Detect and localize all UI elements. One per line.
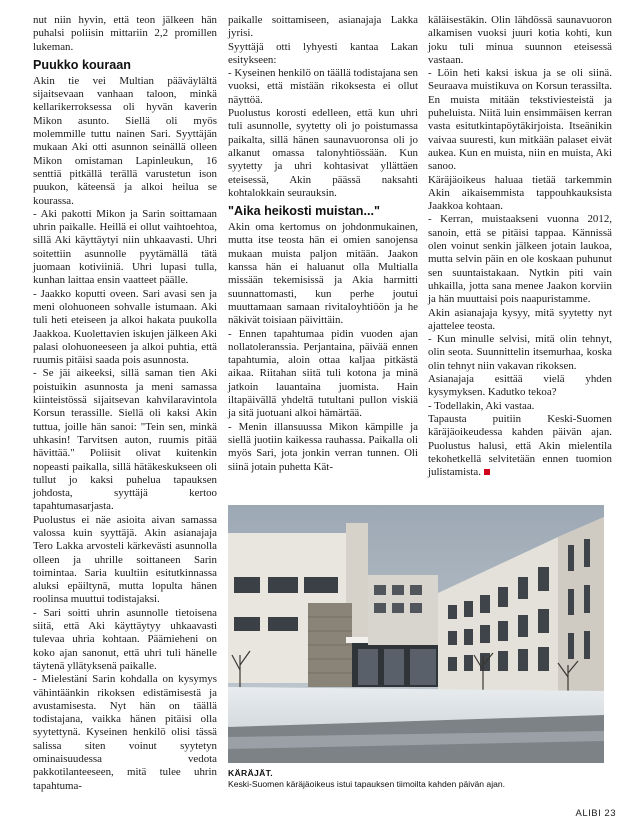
intro-paragraph: nut niin hyvin, että teon jälkeen hän puhalsi poliisin mittariin 2,2 promillen lukeman. bbox=[33, 14, 217, 53]
article-column-3 bbox=[428, 14, 612, 479]
paragraph: - Aki pakotti Mikon ja Sarin soittamaan uhrin paikalle. Heillä ei ollut vaihtoehtoa, sillä Aki käyttäytyi niin uhkaavasti. Uhri soitettiin asunnolle pyytämällä tätä juomaan kotiviiniä. Uhri lupasi tulla, kunhan laittaa ensin vaatteet päälle. bbox=[33, 207, 217, 287]
paragraph: - Kun minulle selvisi, mitä olin tehnyt, olin seota. Suunnittelin itsemurhaa, koska olin tehnyt niin vakavan rikoksen. bbox=[428, 333, 612, 372]
paragraph: - Kyseinen henkilö on täällä todistajana sen vuoksi, että mistään rikoksesta ei ollut näyttöä. bbox=[228, 67, 418, 106]
end-mark-icon bbox=[484, 469, 490, 475]
paragraph: Akin tie vei Multian pääväylältä sijaitsevaan vanhaan taloon, minkä kellarikerroksessa oli hyvän kaverin Mikon asunto. Siellä oli myös molemmille tuttu nainen Sari. Syyttäjän mukaan Aki otti asunnon seinällä olleen Mikon omistaman Lapinleukun, 16 senttiä pitkällä terällä varustetun ison puukon, käteensä ja alkoi heilua se kourassa. bbox=[33, 74, 217, 207]
subhead-puukko: Puukko kouraan bbox=[33, 57, 131, 72]
paragraph: Syyttäjä otti lyhyesti kantaa Lakan esitykseen: bbox=[228, 40, 418, 66]
paragraph: - Menin illansuussa Mikon kämpille ja siellä juotiin kaikessa rauhassa. Paikalla oli myös Sari, jota jonkin verran tunnen. Oli siinä jotain puhetta Kät- bbox=[228, 420, 418, 473]
paragraph: Asianajaja esittää vielä yhden kysymyksen. Kadutko tekoa? bbox=[428, 373, 612, 399]
paragraph: Käräjäoikeus haluaa tietää tarkemmin Akin aikaisemmista tappouhkauksista Jaakkoa kohtaan. bbox=[428, 173, 612, 213]
subhead-aika-heikosti: "Aika heikosti muistan..." bbox=[228, 204, 380, 219]
paragraph: - Jaakko koputti oveen. Sari avasi sen ja meni olohuoneen sohvalle istumaan. Aki tuli heti eteiseen ja alkoi hakata puukolla Jaakkoa. Kuolettavien iskujen jälkeen Aki palasi olohuoneeseen ja alkoi puhtia, että ruumis pitäisi saada pois asunnosta. bbox=[33, 287, 217, 367]
paragraph: Akin oma kertomus on johdonmukainen, mutta itse teosta hän ei omien sanojensa mukaan muista paljon mitään. Jaakon kanssa hän ei haluanut olla Multialla missään tekemisissä ja Akia harmitti suunnattomasti, kun perhe joutui muuttamaan samaan rivitaloyhtiöön ja he näkivät toisiaan päivittäin. bbox=[228, 221, 418, 327]
paragraph: Puolustus korosti edelleen, että kun uhri tuli asunnolle, syytetty oli jo poistumassa paikalta, sillä hänen saunavuoronsa oli jo alkanut omassa talonyhtiössään. Kun syytetty ja uhri kohtasivat yllättäen eteisessä, Akin päässä naksahti kohtalokkain seurauksin. bbox=[228, 107, 418, 199]
paragraph: - Se jäi aikeeksi, sillä saman tien Aki poistuikin asunnosta ja meni samassa kiinteistössä sijaitsevan kahvilaravintola Korsun terassille. Siellä oli kaksi Akin tuttua, joille hän sanoi: "Tein sen, minkä uhkasin! Tarvitsen auton, ruumis pitää hävittää." Poliisit olivat kuitenkin nopeasti paikalla, sillä hätäkeskukseen oli tullut jo kaksi puhelua tapauksen johdosta, syyttäjä kertoo tapahtumasarjasta. bbox=[33, 367, 217, 513]
paragraph: - Mielestäni Sarin kohdalla on kysymys vähintäänkin rikoksen edistämisestä ja avustamisesta. Nyt hän on täällä todistajana, vaikka hänen pitäisi olla syytettynä. Kyseinen henkilö olisi tässä salissa siten voinut syytetyn ominaisuudessa vedota pakkotilanteeseen, mitä tulee uhrin tapahtuma- bbox=[33, 673, 217, 792]
caption-title: KÄRÄJÄT. bbox=[228, 768, 273, 778]
magazine-name: ALIBI bbox=[575, 808, 602, 819]
photo-caption bbox=[228, 768, 608, 790]
paragraph: - Todellakin, Aki vastaa. bbox=[428, 399, 535, 412]
final-paragraph bbox=[428, 413, 612, 479]
page-number: 23 bbox=[604, 808, 616, 819]
page-footer bbox=[576, 808, 616, 819]
final-paragraph-text: Tapausta puitiin Keski-Suomen käräjäoikeudessa kahden päivän ajan. Puolustus halusi, että Akin mielentila tekohetkellä selvitetään ennen tuomion julistamista. bbox=[428, 412, 612, 479]
caption-text: Keski-Suomen käräjäoikeus istui tapauksen tiimoilta kahden päivän ajan. bbox=[228, 779, 506, 789]
paragraph: paikalle soittamiseen, asianajaja Lakka jyrisi. bbox=[228, 14, 418, 40]
article-column-1 bbox=[33, 14, 217, 793]
paragraph: - Kerran, muistaakseni vuonna 2012, sanoin, että se pitäisi tappaa. Kännissä olen voinut senkin jälkeen jotain laukoa, mutta selvin päin en ole koskaan puhunut sen suuntaistakaan. Nytkin piti vain uhkailla, jotta sana menee Jaakon korviin ja hän muuttaisi pois naapuristamme. bbox=[428, 213, 612, 306]
paragraph: - Löin heti kaksi iskua ja se oli siinä. Seuraava muistikuva on Korsun terassilta. En muista mitään tekstiviesteistä ja puheluista. Niitä luin ensimmäisen kerran vasta esitutkintapöytäkirjoista. Itseänikin vaivaa suuresti, kun mitkään palaset eivät aukea. Kun en muista, niin en muista, Aki sanoo. bbox=[428, 67, 612, 173]
paragraph: käläisestäkin. Olin lähdössä saunavuoron alkamisen vuoksi juuri kotia kohti, kun joku tuli minua suunnon eteisessä vastaan. bbox=[428, 14, 612, 66]
paragraph: - Sari soitti uhrin asunnolle tietoisena siitä, että Aki käyttäytyy uhkaavasti tulevaa uhria kohtaan. Päämieheni on koko ajan sanonut, että uhri tuli hänelle täytenä yllätyksenä paikalle. bbox=[33, 606, 217, 672]
courthouse-photo bbox=[228, 505, 604, 763]
paragraph: Puolustus ei näe asioita aivan samassa valossa kuin syyttäjä. Akin asianajaja Tero Lakka arvosteli kärkevästi asunnolla olleen ja uhrille soittaneen Sarin toimintaa. Saria kuultiin esitutkinnassa aluksi epäiltynä, mutta lopulta hänen roolinsa muuttui todistajaksi. bbox=[33, 513, 217, 606]
paragraph: - Ennen tapahtumaa pidin vuoden ajan nollatoleranssia. Perjantaina, päivää ennen tapahtumia, aloin ottaa kaljaa pitkästä aikaa. Riitahan siitä tuli kotona ja minä jatkoin lauantaina juomista. Hain iltapäivällä yhdeltä tutultani pullon viskiä ja sitä juotuani alkoi hämärtää. bbox=[228, 327, 418, 420]
paragraph: Akin asianajaja kysyy, mitä syytetty nyt ajattelee teosta. bbox=[428, 306, 612, 332]
article-column-2 bbox=[228, 14, 418, 474]
